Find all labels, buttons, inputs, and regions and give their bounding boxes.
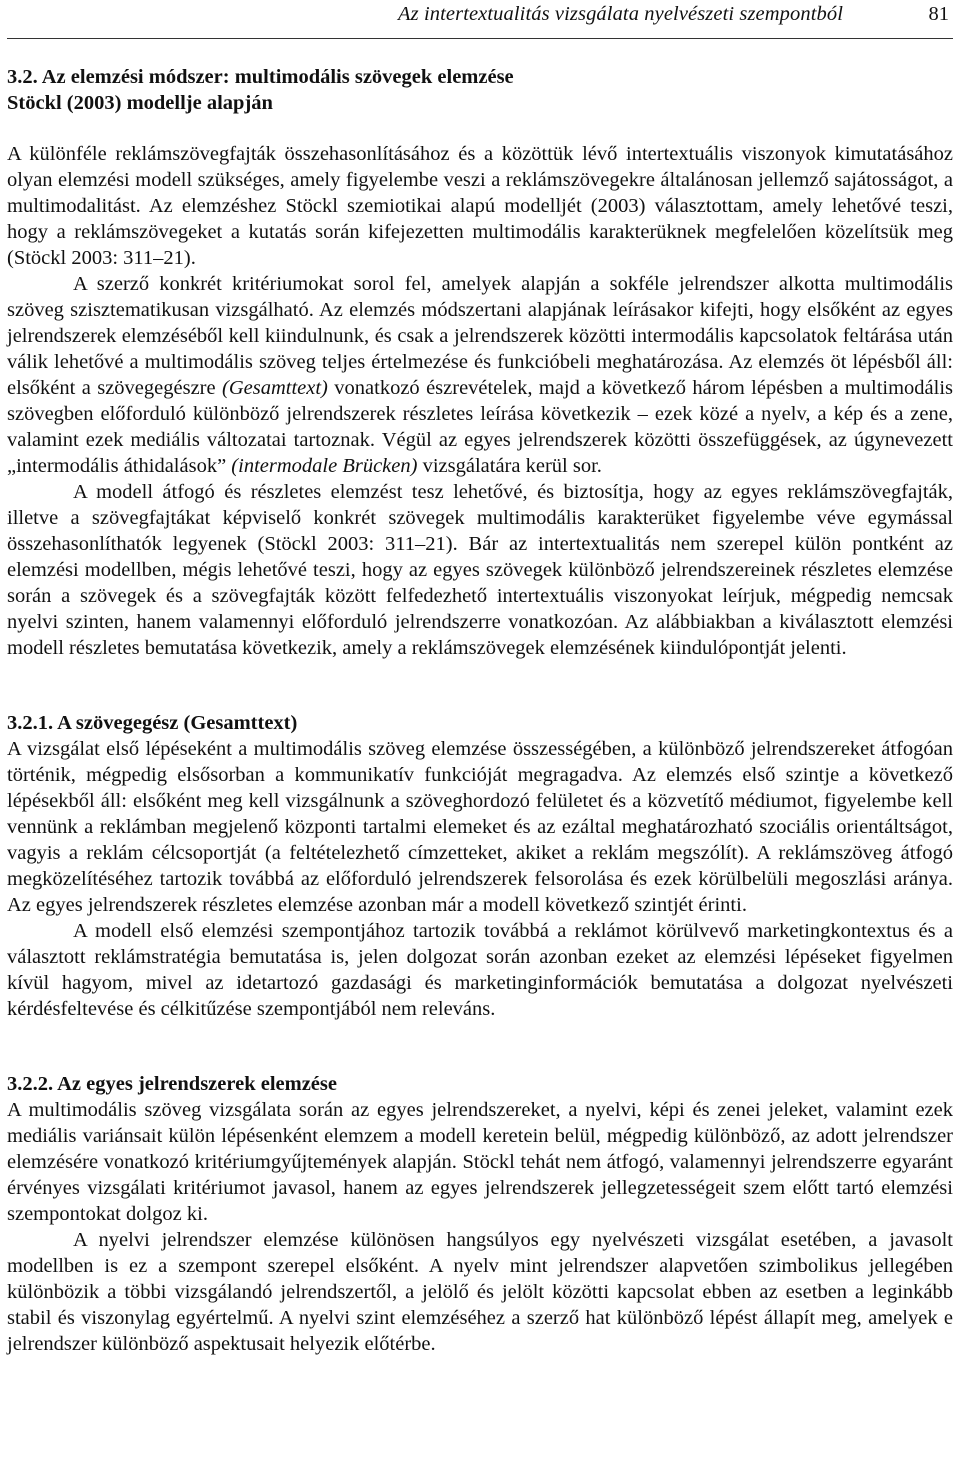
subsection-2-paragraph-1: A multimodális szöveg vizsgálata során az egyes jelrendszereket, a nyelvi, képi és zenei jeleket, valamint ezek mediális variánsait külön lépésenként elemzem a modell keretein belül, mégpedig különböző, az adott jelrendszer elemzésére vonatkozó kritériumgyűjtemények alapján. Stöckl tehát nem átfogó, valamennyi jelrendszerre egyaránt érvényes vizsgálati kritériumot javasol, hanem az egyes jelrendszerek jellegzetességeit szem előtt tartó elemzési szempontokat dolgoz ki.	[7, 1099, 953, 1225]
running-title: Az intertextualitás vizsgálata nyelvészeti szempontból	[398, 3, 843, 25]
subsection-1-heading: 3.2.1. A szövegegész (Gesamttext)	[7, 712, 298, 734]
section-paragraph-3: A modell átfogó és részletes elemzést tesz lehetővé, és biztosítja, hogy az egyes reklámszövegfajták, illetve a szövegfajtákat képviselő konkrét szövegek multimodális karakterüket figyelembe véve egymással összehasonlíthatók legyenek (Stöckl 2003: 311–21). Bár az intertextualitás nem szerepel külön pontként az elemzési modellben, mégis lehetővé teszi, hogy az egyes szövegek különböző jelrendszereinek részletes elemzése során a szövegek és a szövegfajták között felfedezhető intertextuális viszonyokat leírjuk, mégpedig nemcsak nyelvi szinten, hanem valamennyi előforduló jelrendszerre vonatkozóan. Az alábbiakban a kiválasztott elemzési modell részletes bemutatása következik, amely a reklámszövegek elemzésének kiindulópontját jelenti.	[7, 481, 953, 659]
section-heading	[7, 64, 953, 116]
document-page	[7, 0, 953, 1357]
subsection-1-paragraph-1: A vizsgálat első lépéseként a multimodális szöveg elemzése összességében, a különböző jelrendszereket átfogóan történik, mégpedig elsősorban a kommunikatív funkcióját megragadva. Az elemzés első szintje a következő lépésekből áll: elsőként meg kell vizsgálnunk a szöveghordozó felületet és a közvetítő médiumot, figyelembe kell vennünk a reklámban megjelenő központi tartalmi elemeket és az ezáltal meghatározható szociális orientáltságot, vagyis a reklám célcsoportját (a feltételezhető címzetteket, akiket a reklám megszólít). A reklámszöveg átfogó megközelítéséhez tartozik továbbá az előforduló jelrendszerek felsorolása és ezek körülbelüli megoszlási aránya. Az egyes jelrendszerek részletes elemzése azonban már a modell következő szintjét érinti.	[7, 738, 953, 916]
subsection-2-paragraph-2: A nyelvi jelrendszer elemzése különösen hangsúlyos egy nyelvészeti vizsgálat esetében, a javasolt modellben is ez a szempont szerepel elsőként. A nyelv mint jelrendszer alapvetően szimbolikus jellegében különbözik a többi vizsgálandó jelrendszertől, a jelölő és jelölt közötti kapcsolat ebben az esetben a leginkább stabil és viszonylag egyértelmű. A nyelvi szint elemzéséhez a szerző hat különböző lépést állapít meg, amelyek e jelrendszer különböző aspektusait helyezik előtérbe.	[7, 1229, 953, 1355]
term-intermodale-bruecken: (intermodale Brücken)	[231, 455, 418, 477]
subsection-1-paragraph-2: A modell első elemzési szempontjához tartozik továbbá a reklámot körülvevő marketingkontextus és a választott reklámstratégia bemutatása is, jelen dolgozat során azonban ezeket az elemzési lépéseket figyelmen kívül hagyom, mivel az idetartozó gazdasági és marketinginformációk bemutatása a dolgozat nyelvészeti kérdésfeltevése és célkitűzése szempontjából nem releváns.	[7, 920, 953, 1020]
section-heading-line-1: 3.2. Az elemzési módszer: multimodális szövegek elemzése	[7, 66, 514, 88]
section-paragraph-2-part-1: A szerző konkrét kritériumokat sorol fel, amelyek alapján a sokféle jelrendszer alkotta multimodális szöveg szisztematikusan vizsgálható. Az elemzés módszertani alapjának leírásakor kifejti, hogy elsőként az egyes jelrendszerek elemzéséből kell kiindulnunk, és csak a jelrendszerek közötti intermodális kapcsolatok feltárása után válik lehetővé a multimodális szöveg teljes értelmezése és funkcióbeli meghatározása. Az elemzés öt lépésből áll: elsőként a szövegegészre	[7, 273, 953, 399]
section-paragraph-1: A különféle reklámszövegfajták összehasonlításához és a közöttük lévő intertextuális viszonyok kimutatásához olyan elemzési modell szükséges, amely figyelembe veszi a reklámszövegekre általánosan jellemző sajátosságot, a multimodalitást. Az elemzéshez Stöckl szemiotikai alapú modelljét (2003) választottam, amely lehetővé teszi, hogy a reklámszövegeket a kutatás során kifejezetten multimodális karakterüknek megfelelően közelítsük meg (Stöckl 2003: 311–21).	[7, 143, 953, 269]
section-paragraph-2-part-2: vonatkozó észrevételek, majd a következő három lépésben a multimodális szövegben előforduló különböző jelrendszerek részletes leírása következik – ezek közé a nyelv, a kép és a zene, valamint ezek mediális változatai tartoznak. Végül az egyes jelrendszerek közötti összefüggések, az úgynevezett „intermodális áthidalások”	[7, 377, 953, 477]
section-paragraph-2-part-3: vizsgálatára kerül sor.	[417, 455, 602, 477]
section-paragraph-2	[7, 271, 953, 479]
running-header	[7, 0, 953, 39]
term-gesamttext: (Gesamttext)	[222, 377, 328, 399]
subsection-2-heading: 3.2.2. Az egyes jelrendszerek elemzése	[7, 1073, 337, 1095]
section-heading-line-2: Stöckl (2003) modellje alapján	[7, 92, 273, 114]
page-number: 81	[928, 3, 949, 25]
